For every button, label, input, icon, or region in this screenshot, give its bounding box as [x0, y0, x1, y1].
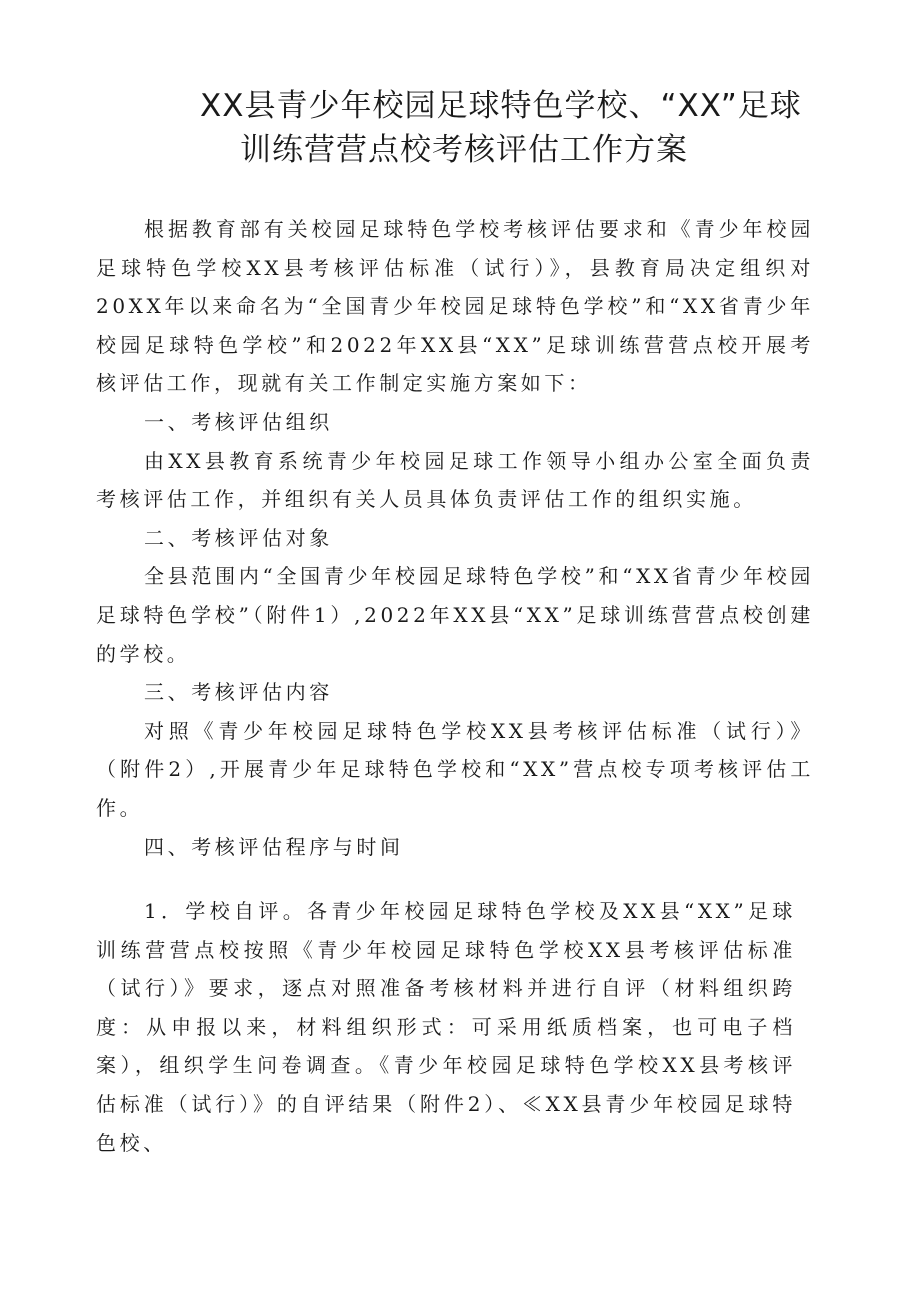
- section3-heading: 三、考核评估内容: [144, 680, 333, 705]
- document-title-line1: XX县青少年校园足球特色学校、“XX”足球: [200, 88, 802, 124]
- document-body: [96, 210, 814, 1162]
- section2-heading: 二、考核评估对象: [144, 525, 333, 550]
- section2-paragraph: 全县范围内“全国青少年校园足球特色学校”和“XX省青少年校园足球特色学校”（附件1）,2022年XX县“XX”足球训练营营点校创建的学校。: [96, 564, 814, 666]
- section4-heading: 四、考核评估程序与时间: [144, 834, 404, 859]
- section3-paragraph: 对照《青少年校园足球特色学校XX县考核评估标准（试行）》（附件2）,开展青少年足球特色学校和“XX”营点校专项考核评估工作。: [96, 718, 814, 820]
- document-title-line2: 训练营营点校考核评估工作方案: [240, 132, 688, 168]
- paragraph-spacer: [96, 866, 814, 892]
- intro-paragraph: 根据教育部有关校园足球特色学校考核评估要求和《青少年校园足球特色学校XX县考核评估标准（试行）》，县教育局决定组织对20XX年以来命名为“全国青少年校园足球特色学校”和“XX省青少年校园足球特色学校”和2022年XX县“XX”足球训练营营点校开展考核评估工作，现就有关工作制定实施方案如下：: [96, 217, 814, 396]
- section4-item1-paragraph: 1．学校自评。各青少年校园足球特色学校及XX县“XX”足球训练营营点校按照《青少年校园足球特色学校XX县考核评估标准（试行）》要求，逐点对照准备考核材料并进行自评（材料组织跨度：从申报以来，材料组织形式：可采用纸质档案，也可电子档案），组织学生问卷调查。《青少年校园足球特色学校XX县考核评估标准（试行）》的自评结果（附件2）、≪XX县青少年校园足球特色校、: [96, 899, 796, 1155]
- section1-heading: 一、考核评估组织: [144, 409, 333, 434]
- section1-paragraph: 由XX县教育系统青少年校园足球工作领导小组办公室全面负责考核评估工作，并组织有关人员具体负责评估工作的组织实施。: [96, 448, 814, 512]
